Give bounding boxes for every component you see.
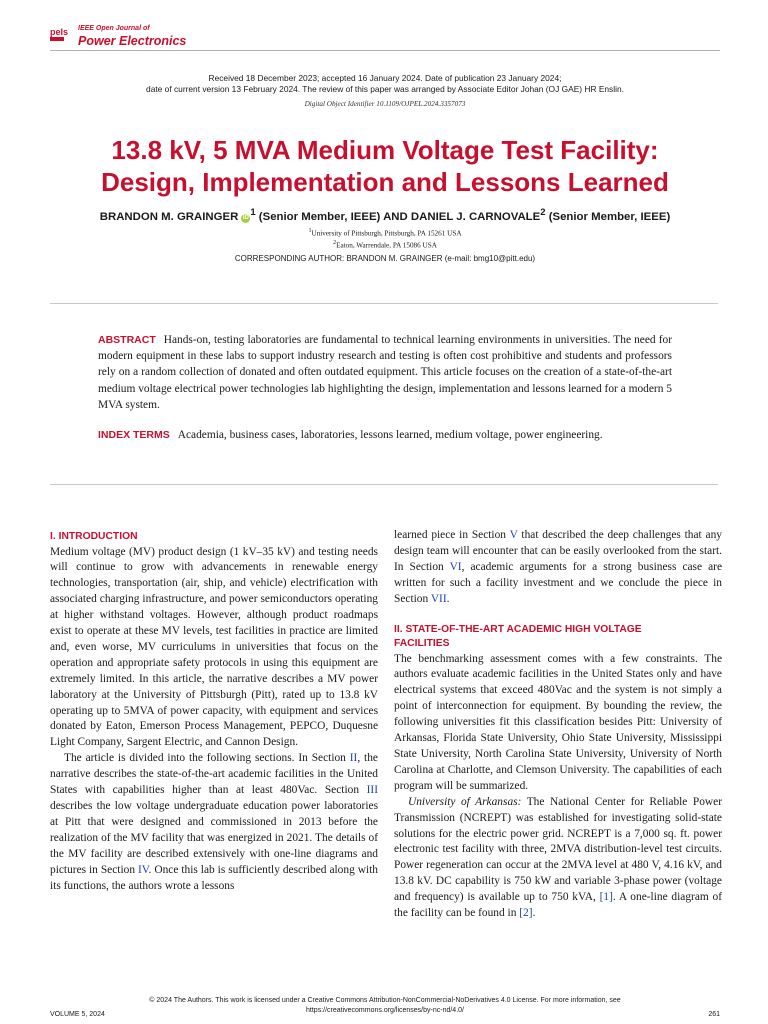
left-column [50, 530, 378, 894]
benchmark-paragraph: The benchmarking assessment comes with a few constraints. The authors evaluate academic facilities in the United States only and have electrical systems that exceed 480Vac and the system is not simply a point of interconnection for equipment. By bounding the review, the following universities fit this classification besides Pitt: University of Arkansas, Florida State University, Ohio State University, Mississippi State University, North Carolina State University, University of North Carolina at Charlotte, and Clemson University. The capabilities of each program will be summarized. [394, 652, 722, 792]
text-span: . [532, 907, 536, 920]
affiliations [50, 227, 720, 251]
title-line-2: Design, Implementation and Lessons Learned [101, 167, 669, 197]
author-1-name: BRANDON M. GRAINGER [99, 210, 239, 223]
license-line-1: © 2024 The Authors. This work is licensed under a Creative Commons Attribution-NonCommercial-NoDerivatives 4.0 License. For more information, see [149, 997, 621, 1004]
author-end: (Senior Member, IEEE) [545, 210, 671, 223]
received-info [50, 73, 720, 95]
svg-text:pels: pels [50, 27, 69, 37]
text-span: . [446, 592, 450, 605]
affiliation-1 [50, 227, 720, 239]
journal-header [50, 24, 720, 51]
affiliation-2-sup: 2 [333, 239, 337, 246]
index-terms [98, 427, 672, 443]
section-heading-state-of-the-art [394, 623, 722, 652]
abstract-text: Hands-on, testing laboratories are fundamental to technical learning environments in universities. The need for modern equipment in these labs to support industry research and testing is often cost prohibitive and students and professors rely on a random collection of donated and often outdated equipment. This article focuses on the creation of a state-of-the-art medium voltage electrical power technologies lab highlighting the design, implementation and lessons learned for a modern 5 MVA system. [98, 334, 672, 411]
heading-line-2: FACILITIES [394, 638, 450, 650]
doi: Digital Object Identifier 10.1109/OJPEL.2024.3357073 [304, 100, 466, 108]
arkansas-paragraph [394, 795, 722, 922]
paper-title [40, 134, 730, 198]
author-line [40, 207, 730, 223]
pels-logo [50, 26, 72, 42]
abstract [98, 332, 672, 413]
journal-subtitle: IEEE Open Journal of [78, 25, 150, 32]
affiliation-2-text: Eaton, Warrendale, PA 15086 USA [336, 241, 437, 250]
author-1-sup: 1 [250, 207, 256, 218]
text-span: that described the deep challenges that any design team will encounter that can be easily overlooked from the start. In Section [394, 529, 722, 573]
citation-link-1[interactable]: [1] [599, 891, 613, 904]
right-column [394, 528, 722, 922]
intro-paragraph-2 [50, 751, 378, 894]
abstract-label: ABSTRACT [98, 334, 156, 346]
text-span: learned piece in Section [394, 529, 510, 541]
license-notice [50, 996, 720, 1016]
received-line-1: Received 18 December 2023; accepted 16 January 2024. Date of publication 23 January 2024; [208, 73, 562, 83]
abstract-box [50, 303, 718, 485]
text-span: The article is divided into the following sections. In Section [64, 752, 350, 765]
affiliation-2 [50, 239, 720, 251]
corresponding-author: CORRESPONDING AUTHOR: BRANDON M. GRAINGER (e-mail: bmg10@pitt.edu) [234, 254, 536, 263]
affiliation-1-sup: 1 [308, 228, 312, 234]
volume-label: VOLUME 5, 2024 [50, 1011, 105, 1018]
text-span: The National Center for Reliable Power Transmission (NCREPT) was established for investigating solid-state solutions for the electric power grid. NCREPT is a 7,000 sq. ft. power electronic test facility with three, 2MVA distribution-level test circuits. Power regeneration can occur at the 2MVA level at 480 V, 4.16 kV, and 13.8 kV. DC capability is 750 kW and variable 3-phase power (voltage and frequency) is available up to 750 kVA, [394, 795, 723, 904]
intro-paragraph-continued [394, 528, 722, 608]
text-span: . Once this lab is sufficiently described along with its functions, the authors wrote a lessons [50, 863, 378, 892]
section-link-v[interactable]: V [509, 529, 518, 541]
author-mid: (Senior Member, IEEE) AND DANIEL J. CARNOVALE [255, 210, 541, 223]
author-2-sup: 2 [540, 207, 546, 218]
citation-link-2[interactable]: [2] [519, 907, 533, 920]
orcid-icon[interactable]: iD [242, 214, 249, 221]
section-link-ii[interactable]: II [349, 752, 358, 765]
license-link[interactable]: https://creativecommons.org/licenses/by-nc-nd/4.0/ [306, 1007, 464, 1014]
section-link-vii[interactable]: VII [430, 592, 447, 605]
text-span: . A one-line diagram of the facility can be found in [394, 891, 723, 920]
heading-line-1: II. STATE-OF-THE-ART ACADEMIC HIGH VOLTAGE [394, 623, 642, 635]
section-link-iii[interactable]: III [366, 784, 378, 797]
page-number: 261 [708, 1011, 720, 1018]
text-span: describes the low voltage undergraduate education power laboratories at Pitt that were designed and commissioned in 2013 before the realization of the MV facility that was energized in 2021. The details of the MV facility are described extensively with one-line diagrams and pictures in Section [50, 800, 378, 876]
section-link-vi[interactable]: VI [449, 560, 462, 573]
text-span: , the narrative describes the state-of-the-art academic facilities in the United States with capabilities higher than at least 480Vac. Section [50, 752, 378, 797]
journal-title: Power Electronics [78, 34, 187, 48]
affiliation-1-text: University of Pittsburgh, Pittsburgh, PA 15261 USA [311, 229, 462, 238]
title-line-1: 13.8 kV, 5 MVA Medium Voltage Test Facility: [111, 135, 659, 165]
intro-paragraph-1: Medium voltage (MV) product design (1 kV–35 kV) and testing needs will continue to grow with advancements in renewable energy technologies, transportation (air, ship, and vehicle) electrification with associated charging infrastructure, and power semiconductors operating at higher withstand voltages. However, although product roadmaps exist to operate at these MV levels, test facilities in practice are limited and, even worse, MV curriculums in universities that focus on the operation and appropriate safety protocols in using this equipment are extremely limited. In this article, the narrative describes a MV power laboratory at the University of Pittsburgh (Pitt), rated up to 13.8 kV operating up to 5MVA of power capacity, with equipment and services donated by Eaton, Emerson Process Management, PEPCO, Duquesne Light Company, Sargent Electric, and Cannon Design. [50, 545, 378, 749]
received-line-2: date of current version 13 February 2024. The review of this paper was arranged by Associate Editor Johan (OJ GAE) HR Enslin. [146, 84, 624, 94]
arkansas-lead: University of Arkansas: [408, 795, 522, 808]
index-terms-label: INDEX TERMS [98, 429, 170, 441]
section-link-iv[interactable]: IV [137, 863, 149, 876]
section-heading-introduction: I. INTRODUCTION [50, 531, 138, 542]
text-span: , academic arguments for a strong business case are written for such a facility investment and we conclude the piece in Section [394, 560, 722, 605]
index-terms-text: Academia, business cases, laboratories, lessons learned, medium voltage, power engineering. [177, 429, 603, 441]
